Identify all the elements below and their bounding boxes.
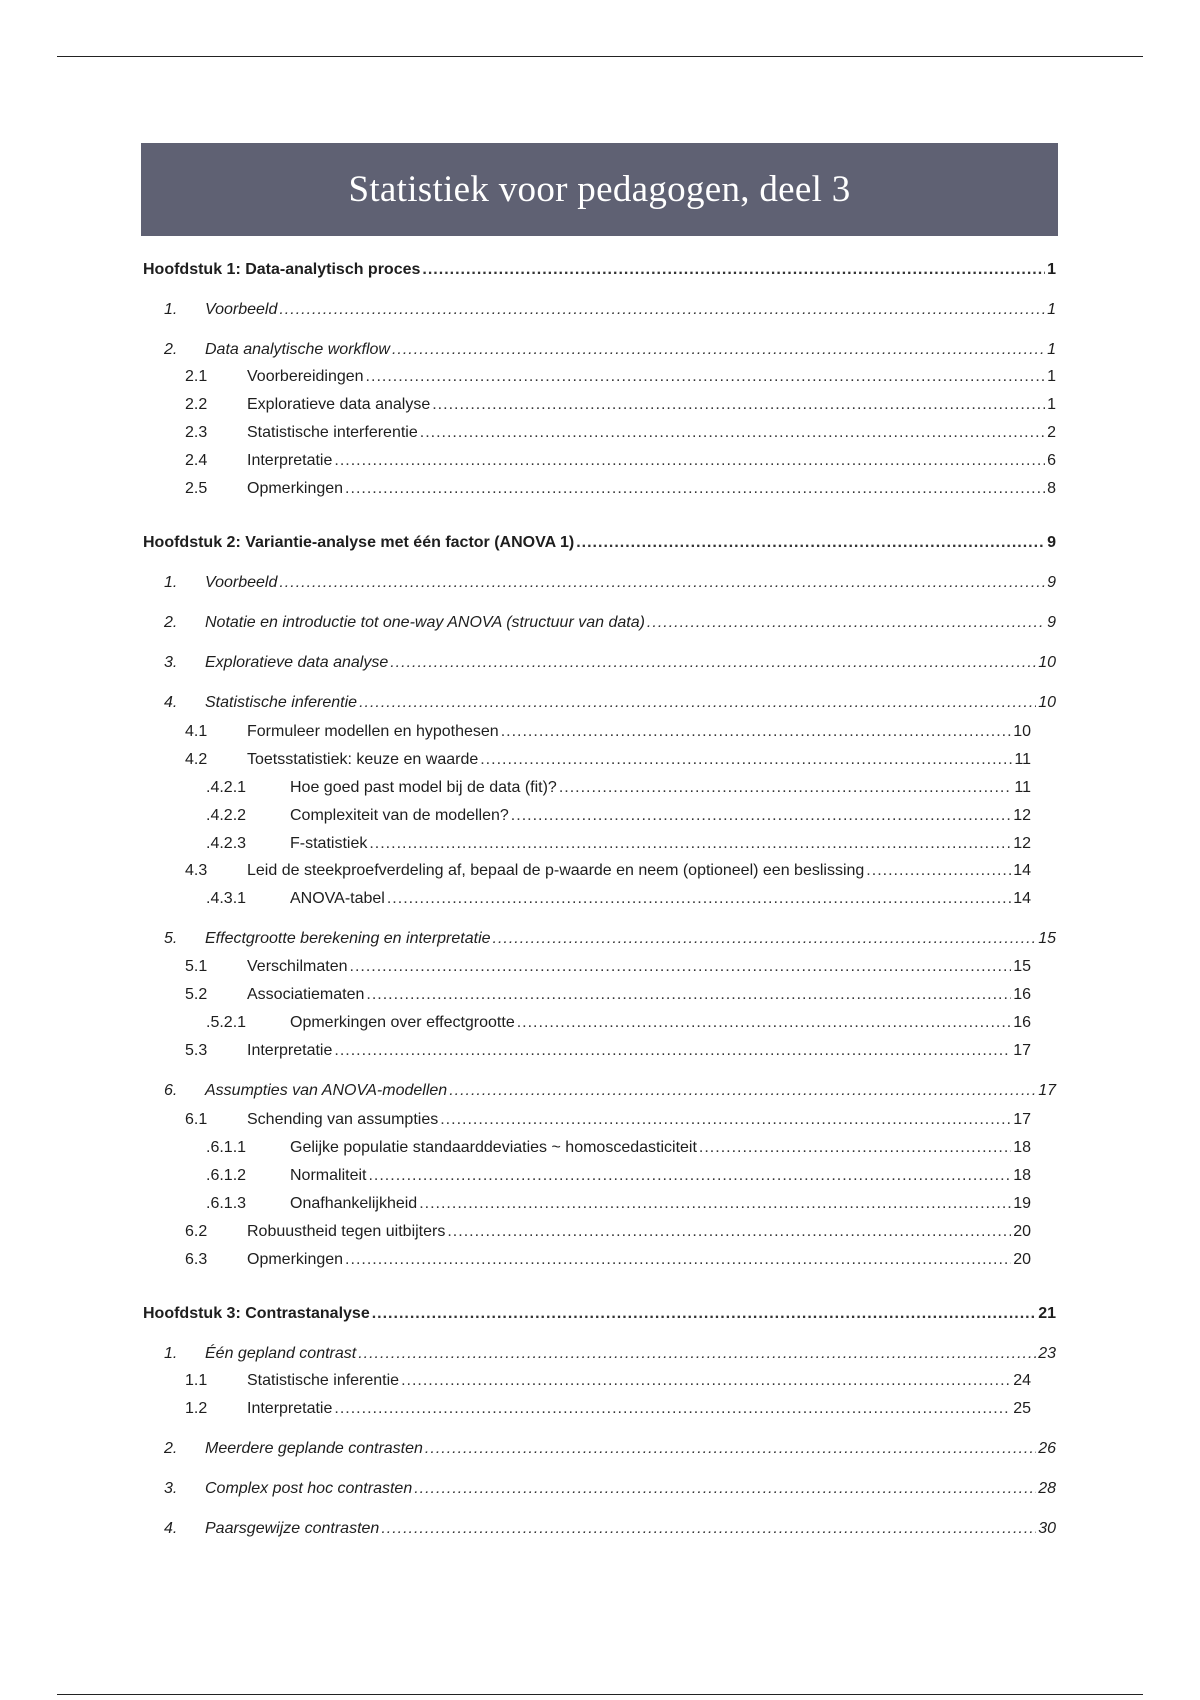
toc-number: 2.3 [185, 424, 208, 441]
footer-rule [57, 1694, 1143, 1695]
toc-leader-dots [345, 478, 1045, 500]
toc-entry[interactable] [185, 478, 1056, 500]
toc-entry[interactable] [206, 1012, 1031, 1034]
toc-leader-dots [432, 394, 1045, 416]
toc-page-number: 16 [1013, 986, 1031, 1003]
toc-number: 3. [164, 1480, 178, 1497]
toc-page-number: 14 [1013, 890, 1031, 907]
toc-entry[interactable] [185, 450, 1056, 472]
toc-entry[interactable] [164, 1080, 1056, 1102]
toc-leader-dots [381, 1518, 1036, 1540]
toc-entry[interactable] [185, 1040, 1031, 1062]
toc-label: Statistische interferentie [247, 424, 418, 441]
toc-page-number: 17 [1013, 1111, 1031, 1128]
toc-entry[interactable] [164, 1478, 1056, 1500]
toc-leader-dots [420, 422, 1045, 444]
toc-leader-dots [440, 1109, 1011, 1131]
toc-number: .4.2.3 [206, 835, 247, 852]
toc-leader-dots [358, 1343, 1036, 1365]
toc-page-number: 9 [1047, 534, 1056, 551]
toc-page-number: 17 [1013, 1042, 1031, 1059]
toc-label: Hoofdstuk 1: Data-analytisch proces [143, 261, 421, 278]
toc-leader-dots [576, 532, 1045, 554]
toc-label: Complex post hoc contrasten [205, 1480, 413, 1497]
toc-leader-dots [359, 692, 1036, 714]
toc-leader-dots [334, 450, 1045, 472]
toc-label: Statistische inferentie [205, 694, 358, 711]
toc-leader-dots [480, 749, 1012, 771]
toc-number: 2.5 [185, 480, 208, 497]
toc-label: Normaliteit [290, 1167, 367, 1184]
toc-number: 5.2 [185, 986, 208, 1003]
toc-label: Leid de steekproefverdeling af, bepaal de p-waarde en neem (optioneel) een beslissing [247, 862, 865, 879]
toc-page-number: 20 [1013, 1251, 1031, 1268]
toc-entry[interactable] [185, 956, 1031, 978]
toc-leader-dots [414, 1478, 1036, 1500]
toc-page-number: 10 [1038, 694, 1056, 711]
toc-number: .6.1.2 [206, 1167, 247, 1184]
document-title: Statistiek voor pedagogen, deel 3 [348, 169, 851, 210]
toc-page-number: 9 [1047, 574, 1056, 591]
toc-label: Meerdere geplande contrasten [205, 1440, 423, 1457]
toc-entry[interactable] [206, 777, 1031, 799]
toc-leader-dots [387, 888, 1011, 910]
toc-page-number: 12 [1013, 807, 1031, 824]
toc-entry[interactable] [164, 1438, 1056, 1460]
toc-entry[interactable] [185, 1398, 1031, 1420]
toc-page-number: 1 [1047, 396, 1056, 413]
toc-leader-dots [501, 721, 1012, 743]
toc-leader-dots [334, 1398, 1011, 1420]
toc-entry[interactable] [206, 805, 1031, 827]
toc-page-number: 11 [1014, 751, 1031, 768]
toc-label: Assumpties van ANOVA-modellen [205, 1082, 448, 1099]
toc-page-number: 12 [1013, 835, 1031, 852]
toc-label: F-statistiek [290, 835, 368, 852]
toc-number: 4. [164, 1520, 178, 1537]
toc-number: 4.2 [185, 751, 208, 768]
toc-page-number: 8 [1047, 480, 1056, 497]
toc-number: 2. [164, 341, 178, 358]
toc-entry[interactable] [206, 1193, 1031, 1215]
toc-page-number: 24 [1013, 1372, 1031, 1389]
toc-label: Exploratieve data analyse [205, 654, 389, 671]
toc-leader-dots [425, 1438, 1036, 1460]
toc-label: Effectgrootte berekening en interpretatie [205, 930, 491, 947]
toc-entry[interactable] [185, 1370, 1031, 1392]
toc-page-number: 11 [1014, 779, 1031, 796]
toc-number: .5.2.1 [206, 1014, 247, 1031]
toc-number: .4.2.1 [206, 779, 247, 796]
toc-number: 5.3 [185, 1042, 208, 1059]
toc-page-number: 10 [1038, 654, 1056, 671]
toc-page-number: 15 [1038, 930, 1056, 947]
toc-leader-dots [517, 1012, 1011, 1034]
toc-label: ANOVA-tabel [290, 890, 385, 907]
toc-page-number: 21 [1038, 1305, 1056, 1322]
toc-page-number: 30 [1038, 1520, 1056, 1537]
toc-number: 1.2 [185, 1400, 208, 1417]
toc-entry[interactable] [164, 1518, 1056, 1540]
toc-leader-dots [559, 777, 1013, 799]
toc-page-number: 1 [1047, 261, 1056, 278]
toc-number: .6.1.1 [206, 1139, 247, 1156]
toc-label: Verschilmaten [247, 958, 348, 975]
toc-label: Schending van assumpties [247, 1111, 439, 1128]
toc-page-number: 9 [1047, 614, 1056, 631]
toc-label: Notatie en introductie tot one-way ANOVA (structuur van data) [205, 614, 645, 631]
toc-page-number: 10 [1013, 723, 1031, 740]
toc-entry[interactable] [185, 422, 1056, 444]
toc-label: Associatiematen [247, 986, 365, 1003]
toc-page-number: 26 [1038, 1440, 1056, 1457]
toc-number: 6.3 [185, 1251, 208, 1268]
toc-label: Hoofdstuk 3: Contrastanalyse [143, 1305, 370, 1322]
toc-page-number: 2 [1047, 424, 1056, 441]
toc-entry[interactable] [185, 394, 1056, 416]
toc-leader-dots [866, 860, 1011, 882]
toc-page-number: 25 [1013, 1400, 1031, 1417]
toc-number: 6. [164, 1082, 178, 1099]
toc-page-number: 17 [1038, 1082, 1056, 1099]
toc-leader-dots [345, 1249, 1011, 1271]
toc-entry[interactable] [185, 1221, 1031, 1243]
toc-number: 3. [164, 654, 178, 671]
toc-leader-dots [447, 1221, 1011, 1243]
toc-entry[interactable] [185, 366, 1056, 388]
toc-page-number: 1 [1047, 301, 1056, 318]
toc-leader-dots [350, 956, 1012, 978]
toc-entry[interactable] [185, 749, 1031, 771]
toc-page-number: 15 [1013, 958, 1031, 975]
toc-number: 6.2 [185, 1223, 208, 1240]
toc-entry[interactable] [185, 1249, 1031, 1271]
toc-number: .4.2.2 [206, 807, 247, 824]
toc-label: Voorbeeld [205, 301, 278, 318]
toc-chapter-entry[interactable] [143, 259, 1056, 281]
toc-page-number: 6 [1047, 452, 1056, 469]
toc-leader-dots [366, 984, 1011, 1006]
toc-number: 1. [164, 574, 178, 591]
toc-label: Gelijke populatie standaarddeviaties ~ homoscedasticiteit [290, 1139, 697, 1156]
toc-chapter-entry[interactable] [143, 1303, 1056, 1325]
toc-label: Toetsstatistiek: keuze en waarde [247, 751, 479, 768]
toc-number: 2. [164, 1440, 178, 1457]
toc-leader-dots [334, 1040, 1011, 1062]
toc-leader-dots [366, 366, 1046, 388]
toc-page-number: 18 [1013, 1167, 1031, 1184]
toc-number: 6.1 [185, 1111, 208, 1128]
toc-leader-dots [647, 612, 1045, 634]
toc-page-number: 23 [1038, 1345, 1056, 1362]
toc-label: Interpretatie [247, 1042, 333, 1059]
toc-number: 2.1 [185, 368, 208, 385]
toc-entry[interactable] [206, 1137, 1031, 1159]
toc-label: Robuustheid tegen uitbijters [247, 1223, 446, 1240]
toc-label: Exploratieve data analyse [247, 396, 431, 413]
toc-leader-dots [419, 1193, 1011, 1215]
toc-number: 1.1 [185, 1372, 208, 1389]
toc-label: Voorbereidingen [247, 368, 364, 385]
toc-label: Hoofdstuk 2: Variantie-analyse met één factor (ANOVA 1) [143, 534, 575, 551]
toc-page-number: 1 [1047, 341, 1056, 358]
toc-leader-dots [401, 1370, 1011, 1392]
toc-entry[interactable] [206, 1165, 1031, 1187]
toc-page-number: 28 [1038, 1480, 1056, 1497]
toc-label: Onafhankelijkheid [290, 1195, 418, 1212]
toc-entry[interactable] [185, 721, 1031, 743]
toc-page-number: 18 [1013, 1139, 1031, 1156]
toc-page-number: 20 [1013, 1223, 1031, 1240]
toc-label: Hoe goed past model bij de data (fit)? [290, 779, 557, 796]
toc-leader-dots [392, 339, 1045, 361]
toc-label: Opmerkingen [247, 480, 344, 497]
toc-label: Één gepland contrast [205, 1345, 357, 1362]
toc-number: 5.1 [185, 958, 208, 975]
toc-label: Voorbeeld [205, 574, 278, 591]
toc-number: 5. [164, 930, 178, 947]
toc-entry[interactable] [164, 692, 1056, 714]
toc-label: Data analytische workflow [205, 341, 390, 358]
toc-label: Interpretatie [247, 1400, 333, 1417]
toc-entry[interactable] [164, 1343, 1056, 1365]
toc-label: Opmerkingen [247, 1251, 344, 1268]
toc-entry[interactable] [206, 888, 1031, 910]
toc-entry[interactable] [164, 572, 1056, 594]
toc-page-number: 19 [1013, 1195, 1031, 1212]
toc-leader-dots [369, 833, 1011, 855]
toc-leader-dots [368, 1165, 1011, 1187]
toc-entry[interactable] [206, 833, 1031, 855]
toc-page-number: 16 [1013, 1014, 1031, 1031]
toc-entry[interactable] [185, 860, 1031, 882]
toc-label: Paarsgewijze contrasten [205, 1520, 380, 1537]
toc-leader-dots [390, 652, 1036, 674]
toc-leader-dots [279, 572, 1045, 594]
toc-page-number: 14 [1013, 862, 1031, 879]
toc-entry[interactable] [164, 339, 1056, 361]
toc-label: Complexiteit van de modellen? [290, 807, 509, 824]
toc-number: 4.1 [185, 723, 208, 740]
toc-label: Statistische inferentie [247, 1372, 400, 1389]
toc-number: 2. [164, 614, 178, 631]
toc-number: 4. [164, 694, 178, 711]
toc-leader-dots [511, 805, 1011, 827]
toc-chapter-entry[interactable] [143, 532, 1056, 554]
toc-number: .6.1.3 [206, 1195, 247, 1212]
toc-leader-dots [449, 1080, 1036, 1102]
toc-leader-dots [372, 1303, 1036, 1325]
toc-entry[interactable] [164, 299, 1056, 321]
toc-number: .4.3.1 [206, 890, 247, 907]
toc-entry[interactable] [185, 1109, 1031, 1131]
toc-entry[interactable] [164, 612, 1056, 634]
toc-label: Opmerkingen over effectgrootte [290, 1014, 515, 1031]
toc-number: 2.2 [185, 396, 208, 413]
toc-number: 1. [164, 1345, 178, 1362]
toc-leader-dots [493, 928, 1037, 950]
toc-entry[interactable] [164, 928, 1056, 950]
toc-leader-dots [279, 299, 1045, 321]
toc-number: 1. [164, 301, 178, 318]
toc-leader-dots [699, 1137, 1011, 1159]
toc-number: 2.4 [185, 452, 208, 469]
toc-entry[interactable] [164, 652, 1056, 674]
toc-number: 4.3 [185, 862, 208, 879]
toc-label: Interpretatie [247, 452, 333, 469]
toc-label: Formuleer modellen en hypothesen [247, 723, 499, 740]
toc-entry[interactable] [185, 984, 1031, 1006]
toc-leader-dots [422, 259, 1045, 281]
toc-page-number: 1 [1047, 368, 1056, 385]
